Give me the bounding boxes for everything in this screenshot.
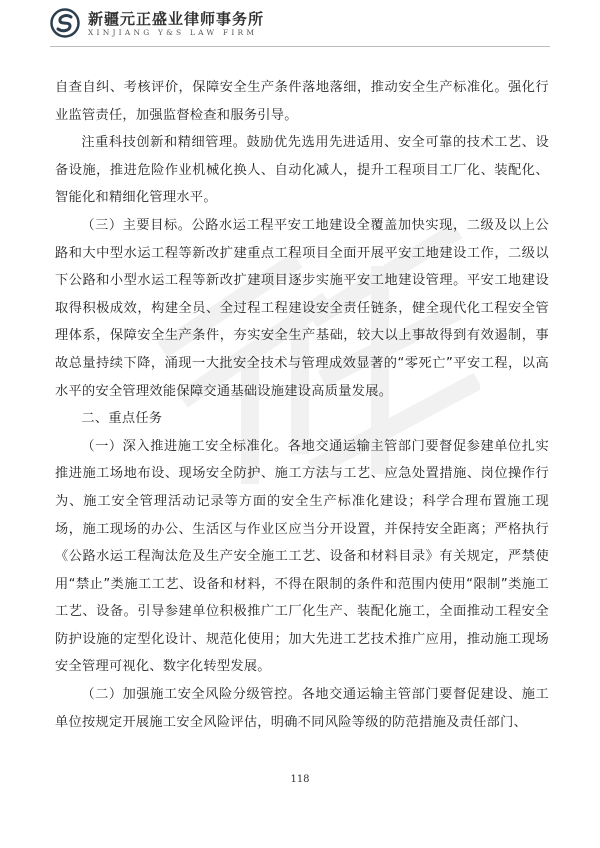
firm-name-en: XINJIANG Y&S LAW FIRM	[88, 28, 258, 37]
paragraph-task-standardization: （一）深入推进施工安全标准化。各地交通运输主管部门要督促参建单位扎实推进施工场地布设、现场安全防护、施工方法与工艺、应急处置措施、岗位操作行为、施工安全管理活动记录等方面的安全生产标准化建设；科学合理布置施工现场，施工现场的办公、生活区与作业区应当分开设置，并保持安全距离；严格执行《公路水运工程淘汰危及生产安全施工工艺、设备和材料目录》有关规定，严禁使用“禁止”类施工工艺、设备和材料，不得在限制的条件和范围内使用“限制”类施工工艺、设备。引导参建单位积极推广工厂化生产、装配化施工，全面推动工程安全防护设施的定型化设计、规范化使用；加大先进工艺技术推广应用，推动施工现场安全管理可视化、数字化转型发展。	[55, 438, 549, 675]
paragraph-task-risk-control: （二）加强施工安全风险分级管控。各地交通运输主管部门要督促建设、施工单位按规定开展施工安全风险评估，明确不同风险等级的防范措施及责任部门、	[55, 687, 549, 730]
paragraph-tech-innovation: 注重科技创新和精细管理。鼓励优先选用先进适用、安全可靠的技术工艺、设备设施，推进危险作业机械化换人、自动化减人，提升工程项目工厂化、装配化、智能化和精细化管理水平。	[55, 135, 549, 206]
document-body	[55, 74, 549, 736]
letterhead	[50, 6, 300, 40]
page-number: 118	[290, 774, 310, 785]
firm-logo-icon	[50, 8, 80, 38]
paragraph-main-goals: （三）主要目标。公路水运工程平安工地建设全覆盖加快实现，二级及以上公路和大中型水运工程等新改扩建重点工程项目全面开展平安工地建设工作，二级以下公路和小型水运工程等新改扩建项目逐步实施平安工地建设管理。平安工地建设取得积极成效，构建全员、全过程工程建设安全责任链条，健全现代化工程安全管理体系，保障安全生产条件，夯实安全生产基础，较大以上事故得到有效遏制，事故总量持续下降，涌现一大批安全技术与管理成效显著的“零死亡”平安工程，以高水平的安全管理效能保障交通基础设施建设高质量发展。	[55, 217, 549, 399]
section-heading-key-tasks: 二、重点任务	[81, 411, 163, 427]
firm-name-cn: 新疆元正盛业律师事务所	[88, 10, 265, 28]
header-divider	[50, 46, 550, 47]
paragraph-continuation: 自查自纠、考核评价，保障安全生产条件落地落细，推动安全生产标准化。强化行业监管责任，加强监督检查和服务引导。	[55, 80, 549, 123]
